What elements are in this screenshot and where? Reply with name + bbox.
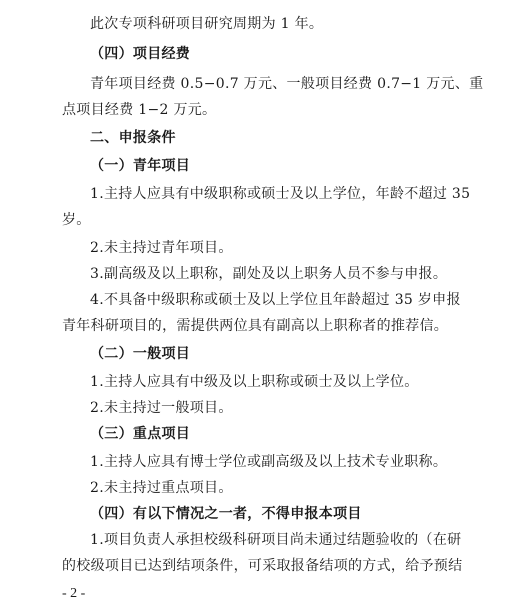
- youth-condition-1-line-2: 岁。: [62, 212, 91, 228]
- exclusion-condition-1-line-1: 1.项目负责人承担校级科研项目尚未通过结题验收的（在研: [90, 532, 462, 548]
- exclusion-condition-1-line-2: 的校级项目已达到结项条件，可采取报备结项的方式，给予预结: [62, 558, 463, 574]
- youth-condition-4-line-1: 4.不具备中级职称或硕士及以上学位且年龄超过 35 岁申报: [90, 292, 461, 308]
- youth-condition-3: 3.副高级及以上职称，副处及以上职务人员不参与申报。: [90, 266, 448, 282]
- youth-condition-1-line-1: 1.主持人应具有中级职称或硕士及以上学位，年龄不超过 35: [90, 186, 471, 202]
- general-condition-1: 1.主持人应具有中级及以上职称或硕士及以上学位。: [90, 374, 419, 390]
- heading-key-project: （三）重点项目: [90, 426, 191, 442]
- heading-project-funding: （四）项目经费: [90, 46, 191, 62]
- key-condition-1: 1.主持人应具有博士学位或副高级及以上技术专业职称。: [90, 454, 448, 470]
- general-condition-2: 2.未主持过一般项目。: [90, 400, 233, 416]
- paragraph-research-period: 此次专项科研项目研究周期为 1 年。: [90, 16, 324, 32]
- key-condition-2: 2.未主持过重点项目。: [90, 480, 233, 496]
- heading-youth-project: （一）青年项目: [90, 158, 191, 174]
- heading-general-project: （二）一般项目: [90, 346, 191, 362]
- youth-condition-4-line-2: 青年科研项目的，需提供两位具有副高以上职称者的推荐信。: [62, 318, 449, 334]
- paragraph-funding-line-1: 青年项目经费 0.5−0.7 万元、一般项目经费 0.7−1 万元、重: [90, 76, 484, 92]
- heading-exclusion-conditions: （四）有以下情况之一者，不得申报本项目: [90, 506, 362, 522]
- page-number: - 2 -: [62, 586, 86, 601]
- heading-application-conditions: 二、申报条件: [90, 130, 176, 146]
- paragraph-funding-line-2: 点项目经费 1−2 万元。: [62, 102, 217, 118]
- youth-condition-2: 2.未主持过青年项目。: [90, 240, 233, 256]
